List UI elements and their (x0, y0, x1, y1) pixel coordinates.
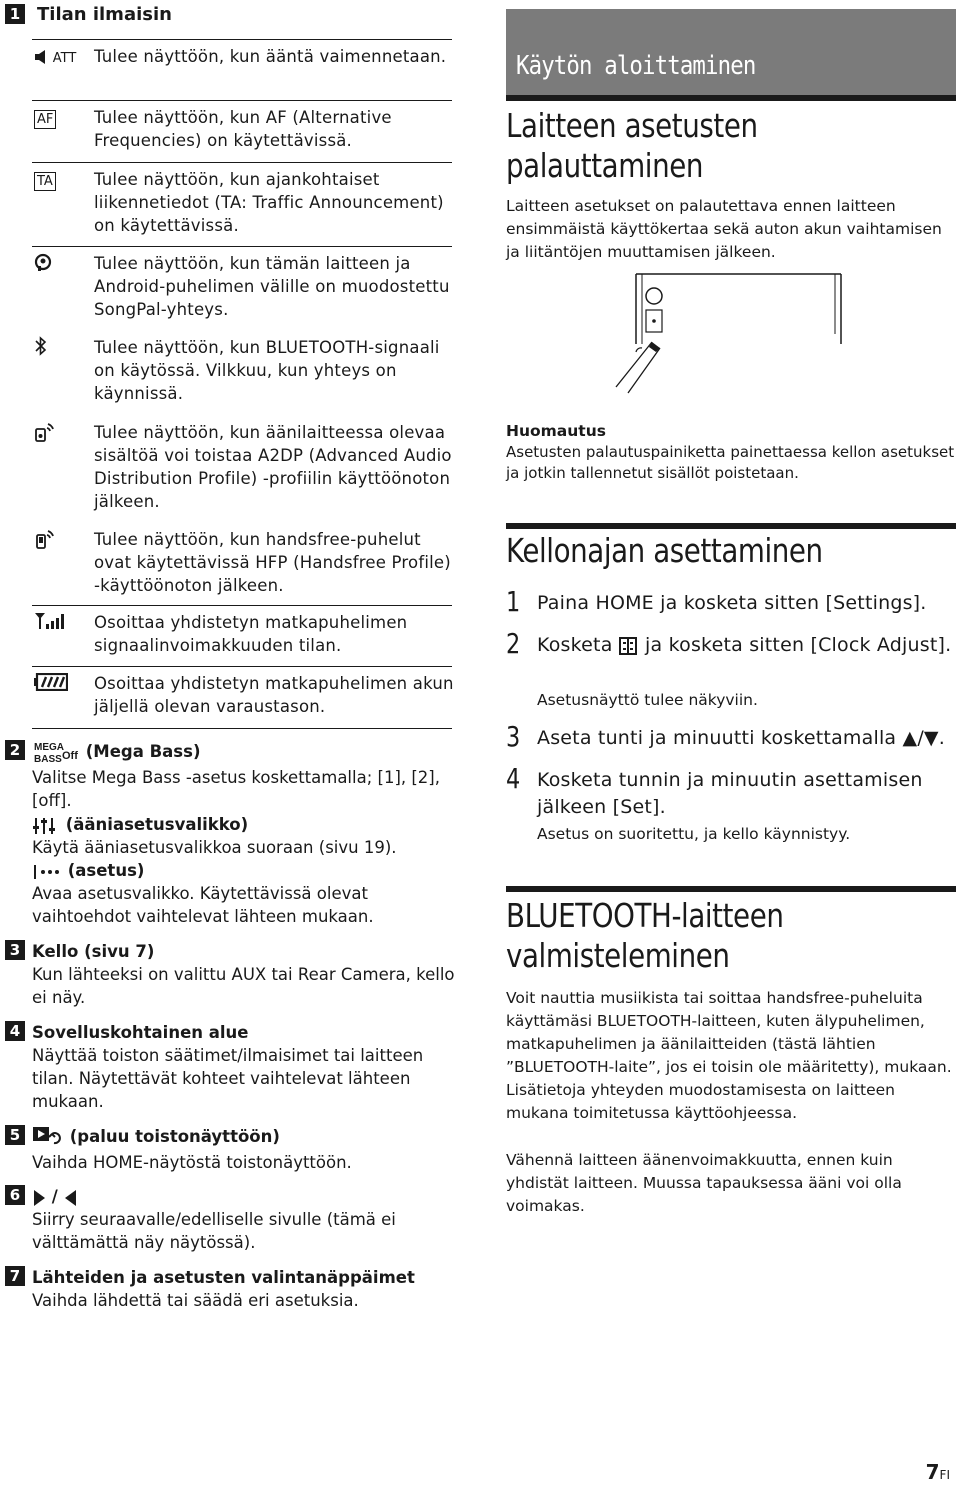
step-text-part: ja kosketa sitten [Clock Adjust]. (645, 634, 952, 656)
indicator-text: Tulee näyttöön, kun tämän laitteen ja Android-puhelimen välille on muodostettu SongPal-yhteys. (94, 254, 450, 319)
equalizer-icon (32, 816, 60, 836)
step-number: 4 (506, 762, 521, 795)
bt-heading: BLUETOOTH-laitteen valmisteleminen (506, 896, 784, 975)
songpal-icon (34, 253, 86, 275)
reset-text: Laitteen asetukset on palautettava ennen laitteen ensimmäistä käyttökertaa sekä auton akun vaihtamisen ja liitäntöjen muuttamisen jälkeen. (506, 197, 942, 261)
page-nav-text: Siirry seuraavalle/edelliselle sivulle (tämä ei välttämättä näy näytössä). (32, 1210, 396, 1252)
megabass-title: (Mega Bass) (85, 742, 201, 761)
clock-heading: Kello (sivu 7) (32, 942, 155, 961)
indicator-row (32, 246, 452, 333)
bt-text-2: Vähennä laitteen äänenvoimakkuutta, ennen kuin yhdistät laitteen. Muussa tapauksessa ääni voi olla voimakas. (506, 1151, 902, 1215)
section-badge-4: 4 (5, 1021, 25, 1041)
step-text-part: Kosketa (537, 634, 613, 656)
step-text: Paina HOME ja kosketa sitten [Settings]. (537, 592, 927, 614)
af-icon: AF (34, 107, 86, 129)
step-number: 1 (506, 585, 521, 618)
section-badge-3: 3 (5, 940, 25, 960)
mute-att-icon: ATT (34, 46, 86, 68)
bt-section-rule (506, 886, 956, 892)
step-subtext: Asetus on suoritettu, ja kello käynnistyy. (537, 825, 851, 843)
megabass-icon (32, 740, 80, 762)
indicator-text: Tulee näyttöön, kun äänilaitteessa olevaa sisältöä voi toistaa A2DP (Advanced Audio Distribution Profile) -profiilin käyttöönoton jälkeen. (94, 423, 452, 511)
clock-text: Kun lähteeksi on valittu AUX tai Rear Camera, kello ei näy. (32, 965, 455, 1007)
hfp-phone-icon (34, 528, 86, 550)
section-badge-2: 2 (5, 740, 25, 760)
app-area-heading: Sovelluskohtainen alue (32, 1023, 249, 1042)
section-title-status: Tilan ilmaisin (37, 4, 172, 25)
bt-text-1: Voit nauttia musiikista tai soittaa handsfree-puheluita käyttämäsi BLUETOOTH-laitteen, kuten älypuhelimen, matkapuhelimen ja äänilaitteiden (tästä lähtien ”BLUETOOTH-laite”, jos ei toisin ole määritetty), mukaan. Lisätietoja yhteyden muodostamisesta on laitteen mukana toimitetussa käyttöohjeessa. (506, 989, 952, 1122)
previous-page-icon (64, 1189, 78, 1207)
app-area-text: Näyttää toiston säätimet/ilmaisimet tai laitteen tilan. Näytettävät kohteet vaihtelevat lähteen mukaan. (32, 1046, 424, 1111)
clock-section-rule (506, 523, 956, 529)
sound-settings-text: Käytä ääniasetusvalikkoa suoraan (sivu 19). (32, 838, 397, 857)
chapter-banner-rule (506, 95, 956, 101)
megabass-heading (32, 740, 457, 764)
section-badge-1: 1 (5, 4, 25, 24)
indicator-text: Tulee näyttöön, kun AF (Alternative Frequencies) on käytettävissä. (94, 108, 392, 150)
step-number: 2 (506, 627, 521, 660)
clock-adjust-heading: Kellonajan asettaminen (506, 531, 823, 570)
indicator-row (32, 162, 452, 246)
battery-icon (34, 673, 86, 695)
back-to-playback-icon (32, 1126, 64, 1146)
step-number: 3 (506, 720, 521, 753)
reset-button-illustration (606, 272, 856, 397)
settings-dots-icon (32, 862, 62, 882)
sound-settings-heading (32, 813, 457, 836)
step-text: Aseta tunti ja minuutti koskettamalla ▲/▼. (537, 727, 945, 749)
step-subtext: Asetusnäyttö tulee näkyviin. (537, 691, 758, 709)
source-keys-text: Vaihda lähdettä tai säädä eri asetuksia. (32, 1291, 359, 1310)
settings-heading (32, 859, 457, 882)
megabass-text: Valitse Mega Bass -asetus koskettamalla; [1], [2], [off]. (32, 768, 440, 810)
ta-icon: TA (34, 169, 86, 191)
settings-text: Avaa asetusvalikko. Käytettävissä olevat vaihtoehdot vaihtelevat lähteen mukaan. (32, 884, 374, 926)
section-status-indicator (5, 4, 172, 26)
note-heading: Huomautus (506, 422, 606, 440)
indicator-row (32, 39, 452, 100)
indicator-text: Osoittaa yhdistetyn matkapuhelimen signaalinvoimakkuuden tilan. (94, 613, 408, 655)
indicator-row (32, 666, 452, 729)
bluetooth-icon (34, 336, 86, 358)
settings-menu-icon (619, 636, 639, 656)
chapter-banner (506, 9, 956, 95)
section-badge-5: 5 (5, 1125, 25, 1145)
step-text: Kosketa tunnin ja minuutin asettamisen jälkeen [Set]. (537, 769, 923, 818)
svg-text:Off: Off (62, 749, 78, 762)
svg-text:BASS: BASS (34, 753, 62, 764)
indicator-row (32, 605, 452, 666)
indicator-row (32, 336, 452, 406)
a2dp-audio-icon (34, 421, 86, 443)
indicator-text: Tulee näyttöön, kun BLUETOOTH-signaali on käytössä. Vilkkuu, kun yhteys on käynnissä. (94, 338, 440, 403)
section-badge-7: 7 (5, 1266, 25, 1286)
back-to-playback-heading (32, 1125, 457, 1148)
indicator-row (32, 100, 452, 162)
step-text (537, 632, 957, 659)
indicator-text: Tulee näyttöön, kun ääntä vaimennetaan. (94, 47, 447, 66)
note-text: Asetusten palautuspainiketta painettaessa kellon asetukset ja jotkin tallennetut sisällöt poistetaan. (506, 443, 955, 482)
indicator-table-bottom-rule (32, 728, 452, 729)
page-number (926, 1459, 950, 1488)
indicator-row (32, 421, 452, 513)
indicator-text: Tulee näyttöön, kun ajankohtaiset liikennetiedot (TA: Traffic Announcement) on käytettävissä. (94, 170, 444, 235)
back-to-playback-title: (paluu toistonäyttöön) (69, 1127, 280, 1146)
reset-heading: Laitteen asetusten palauttaminen (506, 106, 758, 185)
svg-text:MEGA: MEGA (34, 741, 64, 753)
page-nav-separator: / (51, 1187, 58, 1206)
page-language: FI (939, 1468, 950, 1482)
section-badge-6: 6 (5, 1185, 25, 1205)
next-page-icon (32, 1189, 46, 1207)
signal-strength-icon (34, 612, 86, 634)
indicator-row (32, 528, 452, 598)
chapter-title: Käytön aloittaminen (516, 51, 756, 81)
back-to-playback-text: Vaihda HOME-näytöstä toistonäyttöön. (32, 1153, 352, 1172)
source-keys-heading: Lähteiden ja asetusten valintanäppäimet (32, 1268, 415, 1287)
page-number-value: 7 (925, 1460, 940, 1484)
indicator-text: Tulee näyttöön, kun handsfree-puhelut ovat käytettävissä HFP (Handsfree Profile) -käyttöönoton jälkeen. (94, 530, 451, 595)
settings-title: (asetus) (67, 861, 145, 880)
sound-settings-title: (ääniasetusvalikko) (65, 815, 249, 834)
page-nav-heading (32, 1185, 457, 1208)
indicator-text: Osoittaa yhdistetyn matkapuhelimen akun jäljellä olevan varaustason. (94, 674, 454, 716)
